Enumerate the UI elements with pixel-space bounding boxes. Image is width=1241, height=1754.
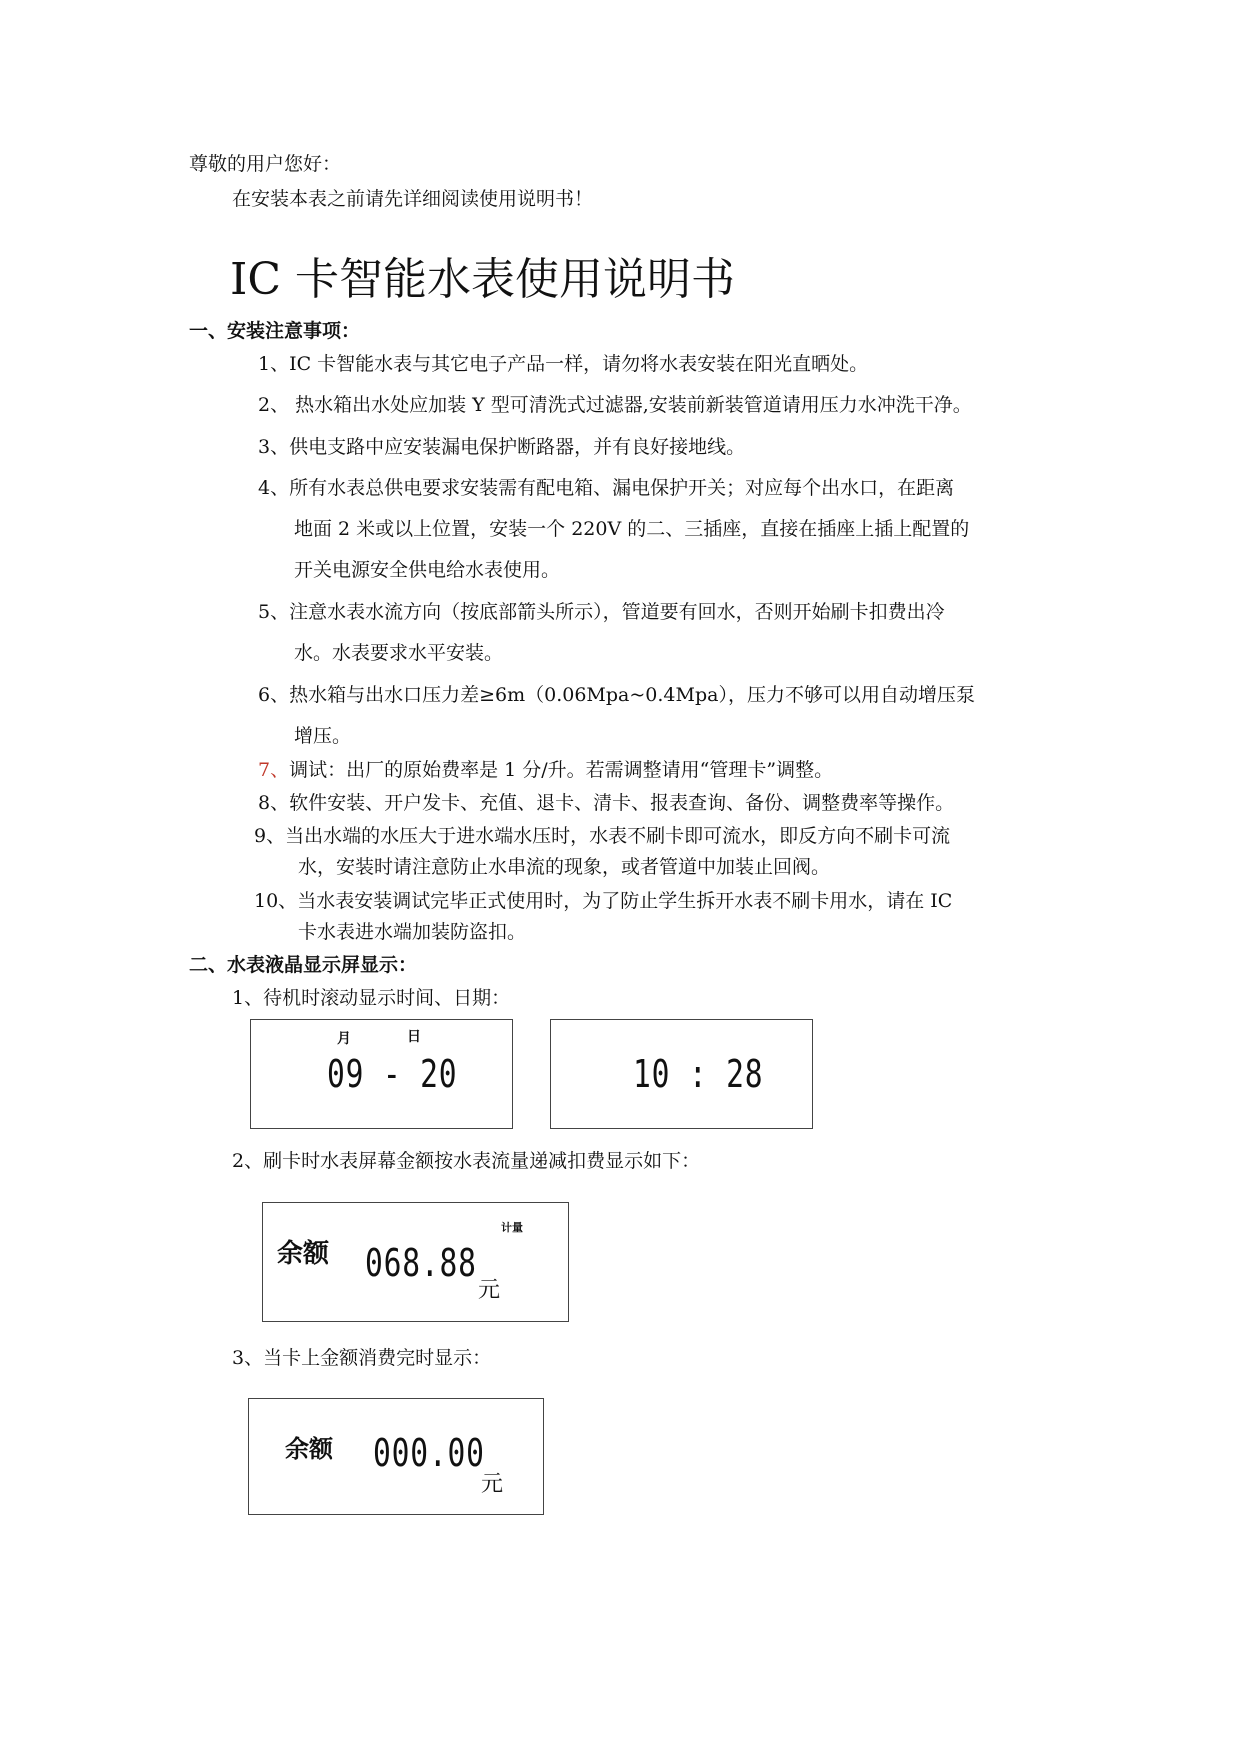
item-number: 4、	[258, 477, 290, 499]
list-item	[258, 791, 954, 815]
item-text: 调试：出厂的原始费率是 1 分/升。若需调整请用“管理卡”调整。	[289, 759, 834, 781]
list-item	[254, 824, 950, 848]
item-text-continued: 卡水表进水端加装防盗扣。	[298, 921, 527, 943]
item-text: 供电支路中应安装漏电保护断路器，并有良好接地线。	[289, 436, 746, 458]
lcd-balance-display	[262, 1202, 569, 1322]
lcd-caption-2: 2、刷卡时水表屏幕金额按水表流量递减扣费显示如下：	[232, 1150, 701, 1172]
item-text-continued: 水。水表要求水平安装。	[294, 642, 504, 664]
item-number: 10、	[254, 890, 298, 912]
time-readout: 10 : 28	[633, 1052, 764, 1096]
intro-text: 在安装本表之前请先详细阅读使用说明书！	[232, 188, 594, 210]
lcd-caption-1: 1、待机时滚动显示时间、日期：	[232, 987, 511, 1009]
item-text-continued: 水，安装时请注意防止水串流的现象，或者管道中加装止回阀。	[298, 856, 831, 878]
item-number: 5、	[258, 601, 290, 623]
list-item	[258, 435, 745, 459]
list-item	[258, 683, 975, 707]
empty-balance-readout: 000.00	[373, 1431, 485, 1475]
balance-readout: 068.88	[365, 1241, 477, 1285]
list-item	[254, 889, 952, 913]
lcd-empty-balance-display	[248, 1398, 544, 1515]
lcd-time-display	[550, 1019, 813, 1129]
section2-heading: 二、水表液晶显示屏显示：	[189, 954, 418, 976]
list-item	[258, 352, 868, 376]
item-text: IC 卡智能水表与其它电子产品一样，请勿将水表安装在阳光直晒处。	[289, 353, 869, 375]
currency-unit: 元	[478, 1278, 501, 1303]
item-text: 热水箱与出水口压力差≥6m（0.06Mpa~0.4Mpa），压力不够可以用自动增压泵	[289, 684, 975, 706]
currency-unit: 元	[481, 1472, 504, 1497]
month-label: 月	[337, 1031, 351, 1047]
section1-heading: 一、安装注意事项：	[189, 320, 361, 342]
item-number: 1、	[258, 353, 290, 375]
item-number: 8、	[258, 792, 290, 814]
item-text: 当出水端的水压大于进水端水压时，水表不刷卡即可流水，即反方向不刷卡可流	[285, 825, 951, 847]
balance-label: 余额	[285, 1435, 333, 1463]
greeting: 尊敬的用户您好：	[189, 153, 342, 175]
item-text: 所有水表总供电要求安装需有配电箱、漏电保护开关；对应每个出水口，在距离	[289, 477, 955, 499]
item-number: 3、	[258, 436, 290, 458]
day-label: 日	[407, 1029, 421, 1045]
item-text-continued: 地面 2 米或以上位置，安装一个 220V 的二、三插座，直接在插座上插上配置的	[294, 518, 970, 540]
date-readout: 09 - 20	[327, 1052, 458, 1096]
item-text-continued: 开关电源安全供电给水表使用。	[294, 559, 561, 581]
item-text: 热水箱出水处应加装 Y 型可清洗式过滤器,安装前新装管道请用压力水冲洗干净。	[289, 394, 972, 416]
item-text: 当水表安装调试完毕正式使用时，为了防止学生拆开水表不刷卡用水，请在 IC	[297, 890, 953, 912]
item-text: 注意水表水流方向（按底部箭头所示），管道要有回水，否则开始刷卡扣费出冷	[289, 601, 945, 623]
item-text-continued: 增压。	[294, 725, 352, 747]
item-number: 2、	[258, 394, 290, 416]
item-number: 6、	[258, 684, 290, 706]
list-item	[258, 758, 833, 782]
metering-tag: 计量	[501, 1221, 523, 1234]
list-item	[258, 393, 972, 417]
lcd-date-display	[250, 1019, 513, 1129]
balance-label: 余额	[277, 1239, 330, 1269]
list-item	[258, 600, 945, 624]
document-title: IC 卡智能水表使用说明书	[230, 254, 736, 305]
list-item	[258, 476, 954, 500]
item-text: 软件安装、开户发卡、充值、退卡、清卡、报表查询、备份、调整费率等操作。	[289, 792, 955, 814]
item-number: 7、	[258, 759, 290, 781]
item-number: 9、	[254, 825, 286, 847]
lcd-caption-3: 3、当卡上金额消费完时显示：	[232, 1347, 492, 1369]
